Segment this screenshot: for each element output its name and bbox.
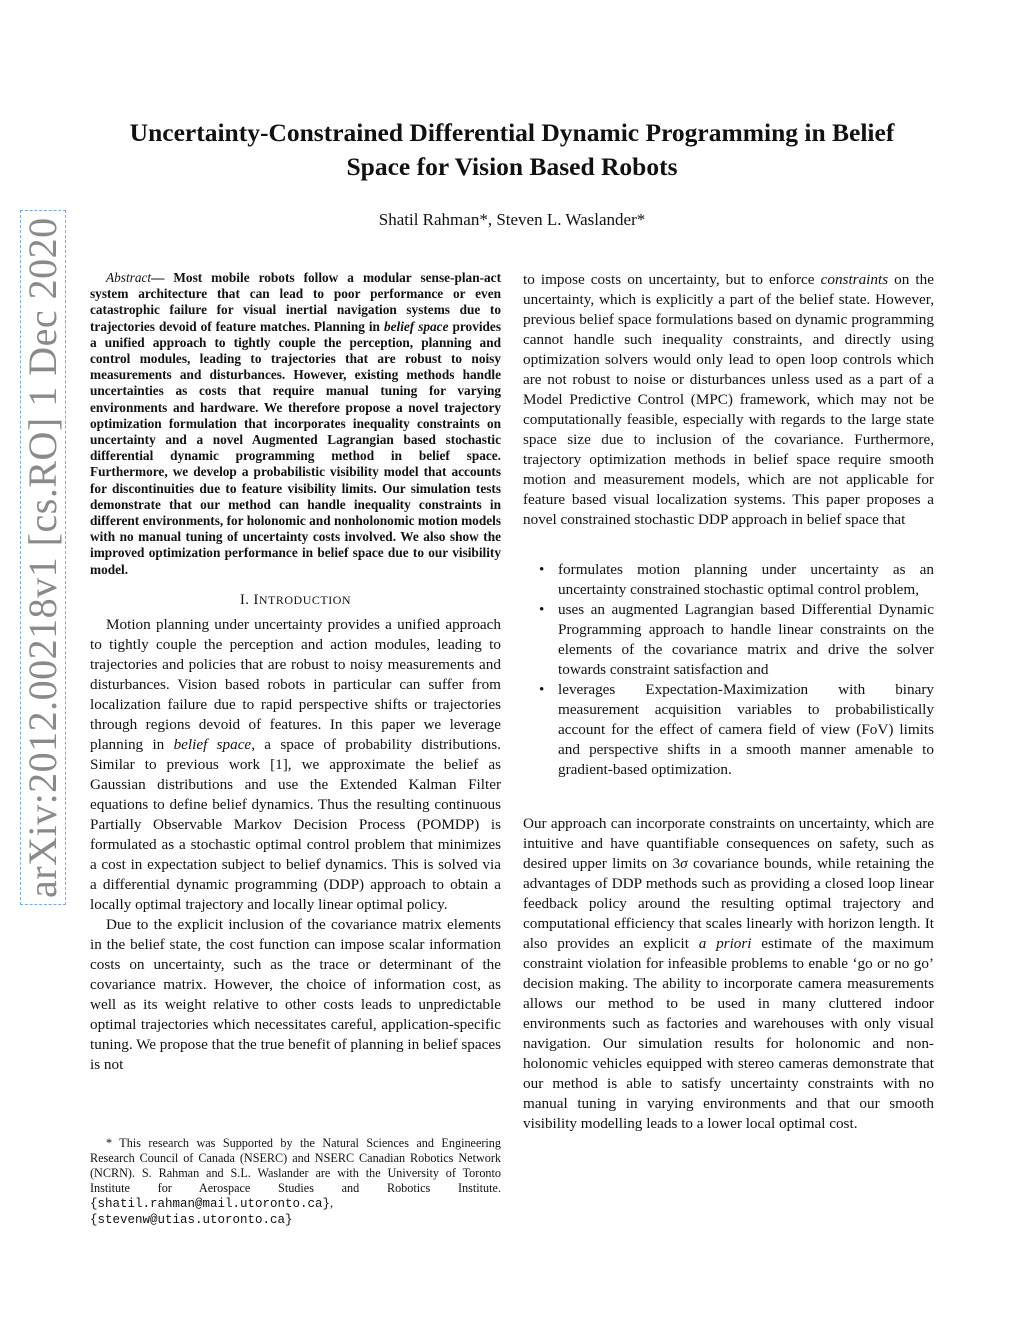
right-p2-text-1: Our approach can incorporate constraints on uncertainty, which are intuitive and have quantifiable consequences on safety, such as desired upper limits on 3: [523, 815, 934, 872]
intro-p1-emphasis: belief space: [173, 735, 252, 753]
right-paragraph-1: [523, 270, 934, 530]
author-list: Shatil Rahman*, Steven L. Waslander*: [378, 210, 646, 229]
right-p1-text-2: on the uncertainty, which is explicitly a part of the belief state. However, previous belief space formulations based on dynamic programming cannot handle such inequality constraints, and directly using optimization solvers would only lead to open loop controls which are not robust to noise or disturbances unless used as a part of a Model Predictive Control (MPC) framework, which may not be computationally feasible, especially with regards to the large state space size due to inclusion of the covariance. Furthermore, trajectory optimization methods in belief space require smooth motion and measurement models, which are not applicable for feature based visual localization systems. This paper proposes a novel constrained stochastic DDP approach in belief space that: [523, 271, 934, 528]
right-p1-emphasis: constraints: [820, 271, 889, 288]
abstract: [90, 270, 501, 578]
bullet-icon: •: [539, 681, 545, 698]
right-p1-text-1: to impose costs on uncertainty, but to enforce: [523, 271, 821, 288]
abstract-text-2: provides a unified approach to tightly couple the perception, planning and control modules, leading to trajectories that are robust to noisy measurements and disturbances. However, existing methods handle uncertainties as costs that require manual tuning for varying environments and hardware. We therefore propose a novel trajectory optimization formulation that incorporates inequality constraints on uncertainty and a novel Augmented Lagrangian based stochastic differential dynamic programming method in belief space. Furthermore, we develop a probabilistic visibility model that accounts for discontinuities due to feature visibility limits. Our simulation tests demonstrate that our method can handle inequality constraints in different environments, for holonomic and nonholonomic motion models with no manual tuning of uncertainty costs involved. We also show the improved optimization performance in belief space due to our visibility model.: [90, 318, 502, 577]
list-item-text: formulates motion planning under uncertainty as an uncertainty constrained stochastic optimal control problem,: [558, 561, 934, 598]
paper-title: [80, 116, 944, 184]
abstract-label: Abstract: [106, 270, 152, 285]
sigma-symbol: σ: [680, 855, 688, 872]
footnote: [90, 1136, 501, 1228]
abstract-text-1: Most mobile robots follow a modular sense-plan-act system architecture that can lead to poor performance or even catastrophic failure for visual inertial navigation systems due to trajectories devoid of feature matches. Planning in: [90, 270, 501, 334]
list-item: [523, 560, 934, 600]
list-item-text: leverages Expectation-Maximization with binary measurement acquisition variables to probabilistically account for the effect of camera field of view (FoV) limits and perspective shifts in a smooth manner amenable to gradient-based optimization.: [558, 681, 934, 778]
footnote-marker: *: [106, 1136, 113, 1150]
right-p2-text-2: covariance bounds, while retaining the advantages of DDP methods such as providing a closed loop linear feedback policy around the resulting optimal trajectory and computational efficiency that scales linearly with horizon length. It also provides an explicit: [523, 855, 934, 952]
abstract-emphasis: belief space: [383, 318, 449, 334]
footnote-email-2[interactable]: {stevenw@utias.utoronto.ca}: [90, 1213, 293, 1227]
title-line-1: Uncertainty-Constrained Differential Dynamic Programming in Belief: [129, 118, 895, 147]
footnote-text: This research was Supported by the Natural Sciences and Engineering Research Council of Canada (NSERC) and NSERC Canadian Robotics Network (NCRN). S. Rahman and S.L. Waslander are with the University of Toronto Institute for Aerospace Studies and Robotics Institute.: [90, 1136, 501, 1195]
bullet-icon: •: [539, 561, 545, 578]
title-line-2: Space for Vision Based Robots: [346, 152, 678, 181]
intro-p1-text-1: Motion planning under uncertainty provides a unified approach to tightly couple the perception and action modules, leading to trajectories and policies that are robust to noisy measurements and disturbances. Vision based robots in particular can suffer from localization failure due to rapid perspective shifts or trajectories through regions devoid of features. In this paper we leverage planning in: [90, 615, 501, 753]
contribution-list: [523, 560, 934, 780]
section-initial: I: [253, 591, 259, 608]
left-column: [90, 270, 501, 1075]
section-number: I.: [239, 591, 254, 608]
list-item: [523, 680, 934, 780]
footnote-body: [90, 1136, 501, 1228]
right-paragraph-2: [523, 814, 934, 1134]
section-title-rest: NTRODUCTION: [258, 592, 352, 607]
intro-paragraph-2: Due to the explicit inclusion of the covariance matrix elements in the belief state, the cost function can impose scalar information costs on uncertainty, such as the trace or determinant of the covariance matrix. However, the choice of information cost, as well as its weight relative to other costs leads to unpredictable optimal trajectories which necessitates careful, application-specific tuning. We propose that the true benefit of planning in belief spaces is not: [90, 915, 501, 1073]
right-column: [523, 270, 934, 1134]
right-p2-emphasis: a priori: [698, 935, 752, 952]
footnote-email-1[interactable]: {shatil.rahman@mail.utoronto.ca}: [90, 1197, 331, 1211]
bullet-icon: •: [539, 601, 545, 618]
footnote-separator: ,: [330, 1196, 334, 1210]
right-p2-text-3: estimate of the maximum constraint violation for infeasible problems to enable ‘go or no go’ decision making. The ability to incorporate camera measurements allows our method to be used in many cluttered indoor environments such as factories and warehouses with only visual navigation. Our simulation results for holonomic and non-holonomic vehicles equipped with stereo cameras demonstrate that our method is able to satisfy uncertainty constraints with no manual tuning in varying environments and that our smooth visibility modelling leads to a lower local optimal cost.: [523, 935, 934, 1132]
intro-p1-text-2: , a space of probability distributions. Similar to previous work [1], we approximate the belief as Gaussian distributions and use the Extended Kalman Filter equations to define belief dynamics. Thus the resulting continuous Partially Observable Markov Decision Process (POMDP) is formulated as a stochastic optimal control problem that minimizes a cost in expectation subject to belief dynamics. This is solved via a differential dynamic programming (DDP) approach to obtain a locally optimal trajectory and locally linear optimal policy.: [90, 735, 501, 913]
abstract-dash: —: [151, 270, 174, 285]
section-heading-introduction: [90, 592, 501, 609]
list-item-text: uses an augmented Lagrangian based Differential Dynamic Programming approach to handle linear constraints on the elements of the covariance matrix and drive the solver towards constraint satisfaction and: [558, 601, 934, 678]
list-item: [523, 600, 934, 680]
arxiv-side-stamp: arXiv:2012.00218v1 [cs.RO] 1 Dec 2020: [20, 210, 66, 905]
intro-paragraph-1: [90, 615, 501, 915]
